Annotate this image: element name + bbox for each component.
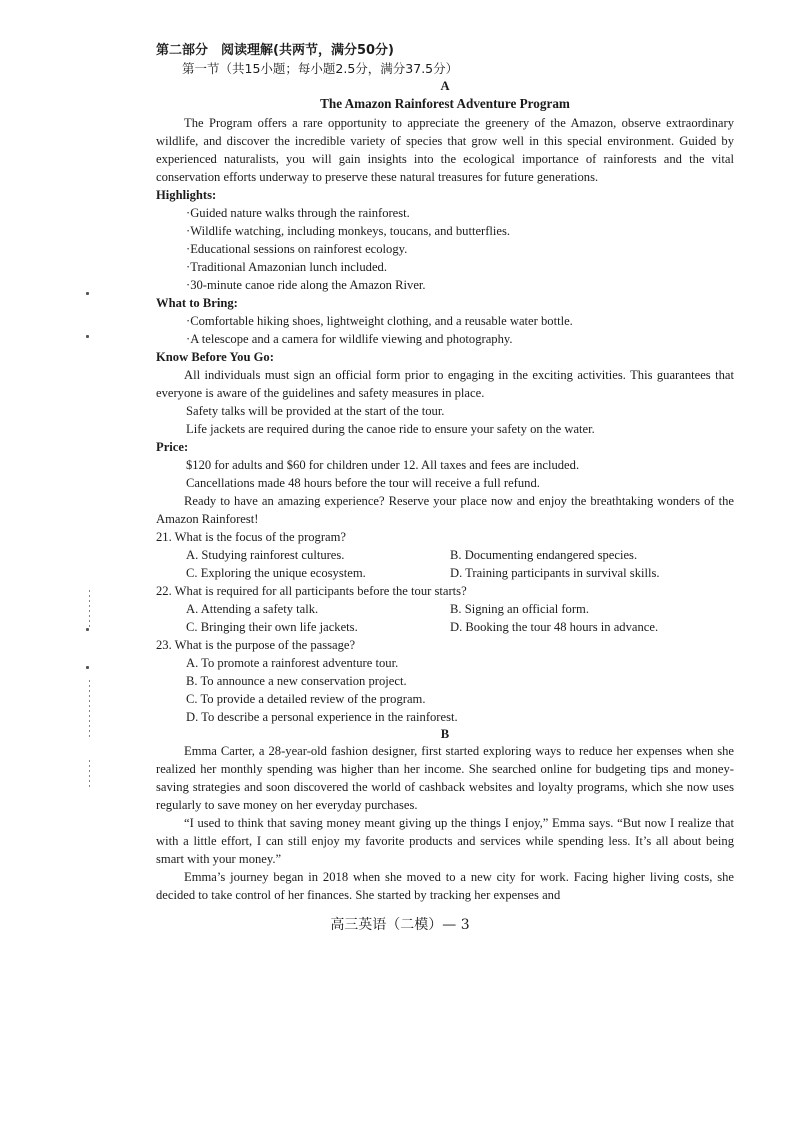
question-stem: 23. What is the purpose of the passage? [156,638,356,652]
price-paragraph: Cancellations made 48 hours before the tour will receive a full refund. [186,476,540,490]
price-heading: Price: [156,440,189,454]
passage-b-paragraph: Emma’s journey began in 2018 when she moved to a new city for work. Facing higher living costs, she decided to take control of her finances. She started by tracking her expenses and [156,870,734,902]
know-paragraph: All individuals must sign an official form prior to engaging in the exciting activities. This guarantees that everyone is aware of the guidelines and safety measures in place. [156,368,734,400]
margin-mark [86,335,89,338]
option-b[interactable]: B. Signing an official form. [450,602,589,616]
option-d[interactable]: D. To describe a personal experience in the rainforest. [186,710,458,724]
page-footer: 高三英语（二模）— 3 [330,917,470,933]
passage-a-letter: A [440,79,450,93]
highlight-item: ·Traditional Amazonian lunch included. [186,260,387,274]
bring-item: ·A telescope and a camera for wildlife viewing and photography. [186,332,513,346]
highlight-item: ·Guided nature walks through the rainforest. [186,206,410,220]
margin-dash-mark [89,760,90,790]
bring-heading: What to Bring: [156,296,238,310]
option-d[interactable]: D. Booking the tour 48 hours in advance. [450,620,659,634]
passage-a-title: The Amazon Rainforest Adventure Program [320,96,570,111]
passage-b-letter: B [440,727,450,741]
option-a[interactable]: A. Attending a safety talk. [186,602,319,616]
option-b[interactable]: B. To announce a new conservation project. [186,674,407,688]
closing-paragraph: Ready to have an amazing experience? Reserve your place now and enjoy the breathtaking wonders of the Amazon Rainforest! [156,494,734,526]
margin-dash-mark [89,680,90,740]
know-paragraph: Life jackets are required during the canoe ride to ensure your safety on the water. [186,422,595,436]
bring-item: ·Comfortable hiking shoes, lightweight clothing, and a reusable water bottle. [186,314,573,328]
section-heading: 第一节（共15小题；每小题2.5分，满分37.5分） [182,61,459,76]
option-row [156,600,734,618]
question-stem: 22. What is required for all participants before the tour starts? [156,584,467,598]
passage-b-paragraph: Emma Carter, a 28-year-old fashion designer, first started exploring ways to reduce her expenses when she realized her monthly spending was higher than her income. She searched online for budgeting tips and money-saving strategies and soon discovered the world of cashback websites and loyalty programs, which she now uses regularly to save money on her everyday purchases. [156,744,734,812]
option-c[interactable]: C. To provide a detailed review of the program. [186,692,426,706]
option-row [156,564,734,582]
option-b[interactable]: B. Documenting endangered species. [450,548,638,562]
option-d[interactable]: D. Training participants in survival skills. [450,566,660,580]
price-paragraph: $120 for adults and $60 for children under 12. All taxes and fees are included. [186,458,580,472]
know-heading: Know Before You Go: [156,350,274,364]
part-heading: 第二部分 阅读理解(共两节，满分50分) [156,43,394,58]
highlight-item: ·Wildlife watching, including monkeys, toucans, and butterflies. [186,224,511,238]
option-a[interactable]: A. Studying rainforest cultures. [186,548,345,562]
option-a[interactable]: A. To promote a rainforest adventure tour. [186,656,399,670]
option-row [156,546,734,564]
highlights-heading: Highlights: [156,188,217,202]
margin-mark [86,628,89,631]
margin-dash-mark [89,590,90,630]
option-c[interactable]: C. Exploring the unique ecosystem. [186,566,366,580]
option-row [156,618,734,636]
option-c[interactable]: C. Bringing their own life jackets. [186,620,358,634]
page-content [156,42,734,904]
highlight-item: ·30-minute canoe ride along the Amazon River. [186,278,426,292]
margin-mark [86,292,89,295]
know-paragraph: Safety talks will be provided at the start of the tour. [186,404,445,418]
passage-a-intro: The Program offers a rare opportunity to appreciate the greenery of the Amazon, observe extraordinary wildlife, and discover the incredible variety of species that grow well in this special environment. Guided by experienced naturalists, you will gain insights into the ecological importance of rainforests and the vital conservation efforts underway to preserve these natural treasures for future generations. [156,116,734,184]
question-stem: 21. What is the focus of the program? [156,530,347,544]
passage-b-paragraph: “I used to think that saving money meant giving up the things I enjoy,” Emma says. “But now I realize that with a little effort, I can still enjoy my favorite products and services while spending less. It’s all about being smart with your money.” [156,816,734,866]
margin-mark [86,666,89,669]
highlight-item: ·Educational sessions on rainforest ecology. [186,242,408,256]
